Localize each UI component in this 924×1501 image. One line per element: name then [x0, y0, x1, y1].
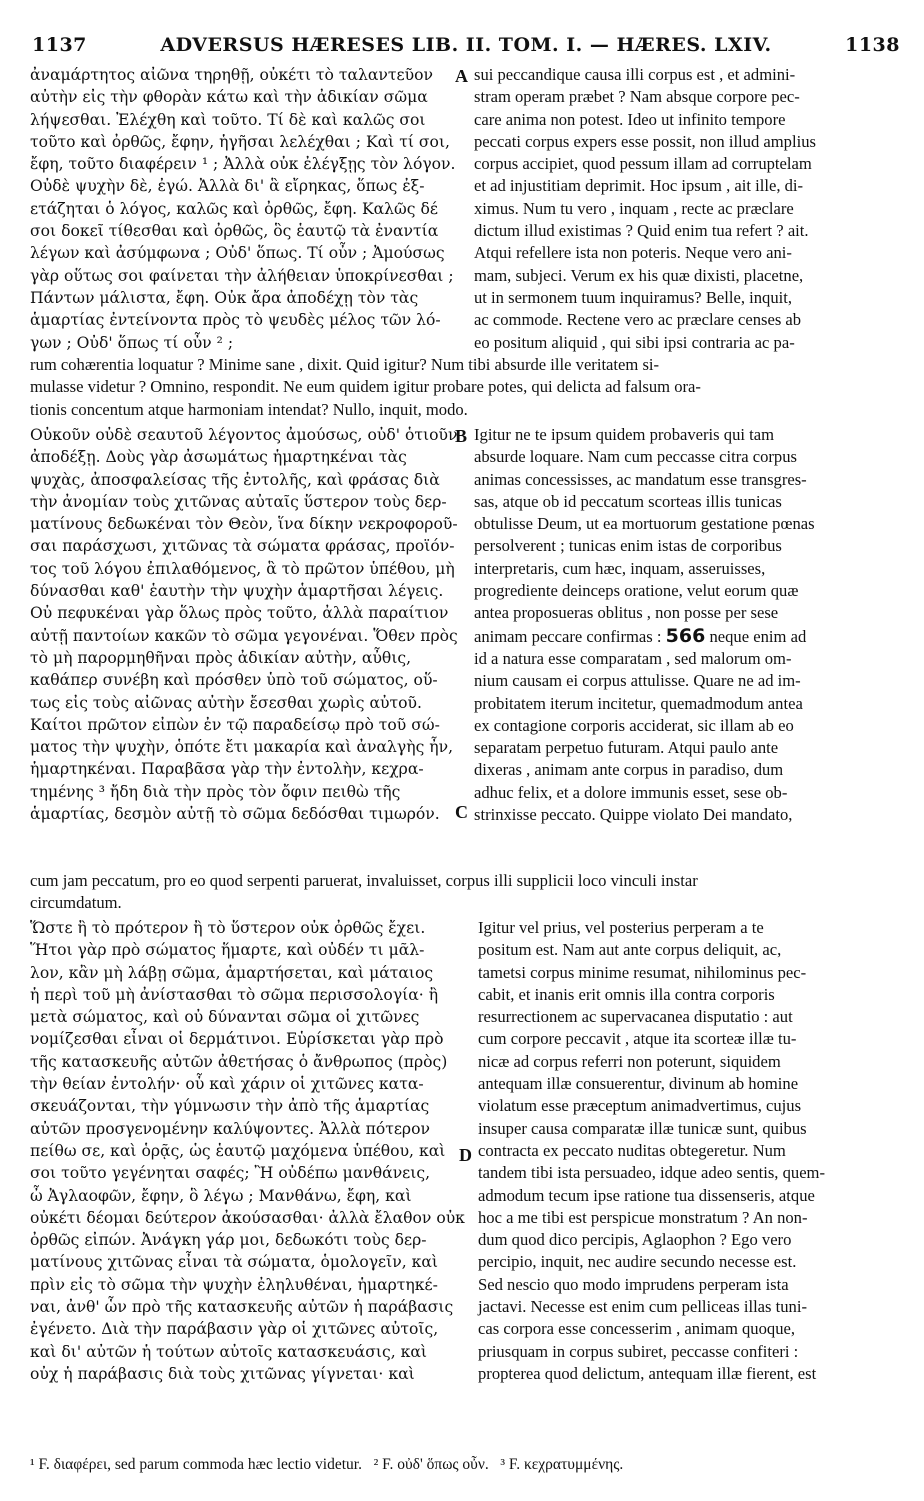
margin-letter-c: C: [455, 802, 468, 822]
page-number-left: 1137: [32, 34, 87, 56]
greek-column-3: Ὥστε ἢ τὸ πρότερον ἢ τὸ ὕστερον οὐκ ὀρθῶς ἔχει. Ἥτοι γὰρ πρὸ σώματος ἥμαρτε, καὶ οὐδέν τι μᾶλ- λον, κἂν μὴ λάβῃ σῶμα, ἁμαρτήσεται, καὶ μάταιος ἡ περὶ τοῦ μὴ ἀνίστασθαι τὸ σῶμα περισσολογία· ἢ μετὰ σώματος, καὶ οὐ δύνανται σῶμα οἱ χιτῶνες νομίζεσθαι εἶναι οἱ δερμάτινοι. Εὑρίσκεται γὰρ πρὸ τῆς κατασκευῆς αὐτῶν ἀθετήσας ὁ ἄνθρωπος (πρὸς) τὴν θείαν ἐντολήν· οὗ καὶ χάριν οἱ χιτῶνες κατα- σκευάζονται, τὴν γύμνωσιν τὴν ἀπὸ τῆς ἁμαρτίας αὐτῶν προσγενομένην καλύψοντες. Ἀλλὰ πότερον πείθω σε, καὶ ὁρᾷς, ὡς ἑαυτῷ μαχόμενα ὑπέθου, καὶ σοι τοῦτο γεγένηται σαφές; Ἢ οὐδέπω μανθάνεις, ὦ Ἀγλαοφῶν, ἔφην, ὃ λέγω ; Μανθάνω, ἔφη, καὶ οὐκέτι δέομαι δεύτερον ἀκούσασθαι· ἀλλὰ ἔλαθον οὐκ ὀρθῶς εἰπών. Ἀνάγκη γάρ μοι, δεδωκότι τοὺς δερ- ματίνους χιτῶνας εἶναι τὰ σώματα, ὁμολογεῖν, καὶ πρὶν εἰς τὸ σῶμα τὴν ψυχὴν ἐληλυθέναι, ἡμαρτηκέ- ναι, ἀνθ' ὧν πρὸ τῆς κατασκευῆς αὐτῶν ἡ παράβασις ἐγένετο. Διὰ τὴν παράβασιν γὰρ οἱ χιτῶνες αὐτοῖς, καὶ δι' αὐτῶν ἡ τούτων αὐτοῖς κατασκευάσις, καὶ οὐχ ἡ παράβασις διὰ τοὺς χιτῶνας γίγνεται· καὶ: [30, 919, 465, 1383]
page-reference-number: 566: [665, 624, 706, 647]
greek-column-1: ἀναμάρτητος αἰῶνα τηρηθῇ, οὐκέτι τὸ ταλαντεῦον αὐτὴν εἰς τὴν φθορὰν κάτω καὶ τὴν ἀδικίαν σῶμα λήψεσθαι. Ἐλέχθη καὶ τοῦτο. Τί δὲ καὶ καλῶς σοι τοῦτο καὶ ὀρθῶς, ἔφην, ἡγῆσαι λελέχθαι ; Καὶ τί σοι, ἔφη, τοῦτο διαφέρειν ¹ ; Ἀλλὰ οὐκ ἐλέγξῃς τὸν λόγον. Οὐδὲ ψυχὴν δὲ, ἐγώ. Ἀλλὰ δι' ἃ εἴρηκας, ὅπως ἐξ- ετάζηται ὁ λόγος, καλῶς καὶ ὀρθῶς, ἔφη. Καλῶς δέ σοι δοκεῖ τίθεσθαι καὶ ὀρθῶς, ὃς ἑαυτῷ τὰ ἐναντία λέγων καὶ ἀσύμφωνα ; Οὐδ' ὅπως. Τί οὖν ; Ἀμούσως γὰρ οὕτως σοι φαίνεται τὴν ἀλήθειαν ὑποκρίνεσθαι ; Πάντων μάλιστα, ἔφη. Οὐκ ἄρα ἀποδέχῃ τὸν τὰς ἁμαρτίας ἐντείνοντα πρὸς τὸ ψευδὲς μέλος τῶν λό- γων ; Οὐδ' ὅπως τί οὖν ² ;: [30, 66, 456, 352]
page-number-right: 1138: [845, 34, 900, 56]
running-header: [32, 34, 900, 58]
latin-column-2: Igitur ne te ipsum quidem probaveris qui tam absurde loquare. Nam cum peccasse citra corpus animas concessisses, ac mandatum esse transgres- sas, atque ob id peccatum scorteas illis tunicas obtulisse Deum, ut ea mortuorum gestatione pœnas persolverent ; tunicas enim istas de corporibus interpretaris, cum hæc, inquam, asseruisses, progrediente deinceps oratione, velut eorum quæ antea proposueras oblitus , non posse per sese animam peccare confirmas : 566 neque enim ad id a natura esse comparatam , sed malorum om- nium causam ei corpus attulisse. Quare ne ad im- probitatem iterum incitetur, quemadmodum antea ex contagione corporis acciderat, sic illam ab eo separatam perpetuo futuram. Atqui paulo ante dixeras , animam ante corpus in paradiso, dum adhuc felix, et a dolore immunis esset, sese ob- strinxisse peccato. Quippe violato Dei mandato,: [474, 425, 815, 825]
latin-column-3: Igitur vel prius, vel posterius perperam a te positum est. Nam aut ante corpus deliquit, ac, tametsi corpus minime resumat, nihilominus pec- cabit, et inanis erit omnis illa contra corporis resurrectionem ac supervacanea disputatio : aut cum corpore peccavit , atque ita scorteæ illæ tu- nicæ ad corpus referri non poterunt, siquidem antequam illæ consuerentur, divinum ab homine violatum esse præceptum animadvertimus, cujus insuper causa comparatæ illæ tunicæ sunt, quibus contracta ex peccato nuditas obtegeretur. Num tandem tibi ista persuadeo, idque adeo sentis, quem- admodum tecum ipse ratione tua dissenseris, atque hoc a me tibi est perspicue monstratum ? An non- dum quod dico percipis, Aglaophon ? Ego vero percipio, inquit, nec audire secundo necesse est. Sed nescio quo modo imprudens perperam ista jactavi. Necesse est enim cum pelliceas illas tuni- cas corpora esse concesserim , animam quoque, priusquam in corpus subiret, peccasse confiteri : propterea quod delictum, antequam illæ fierent, est: [478, 918, 825, 1383]
margin-letter-a: A: [455, 66, 468, 86]
running-title: ADVERSUS HÆRESES LIB. II. TOM. I. — HÆRES. LXIV.: [160, 34, 772, 56]
full-width-latin-1: rum cohærentia loquatur ? Minime sane , dixit. Quid igitur? Num tibi absurde ille veritatem si- mulasse videtur ? Omnino, respondit. Ne eum quidem igitur probare potes, qui delicta ad falsum ora- tionis concentum atque harmoniam intendat? Nullo, inquit, modo.: [30, 355, 701, 419]
greek-column-2: Οὐκοῦν οὐδὲ σεαυτοῦ λέγοντος ἀμούσως, οὐδ' ὁτιοῦν ἀποδέξῃ. Δοὺς γὰρ ἀσωμάτως ἡμαρτηκέναι τὰς ψυχὰς, ἀποσφαλείσας τῆς ἐντολῆς, καὶ φράσας διὰ τὴν ἀνομίαν τοὺς χιτῶνας αὐταῖς ὕστερον τοὺς δερ- ματίνους δεδωκέναι τὸν Θεὸν, ἵνα δίκην νεκροφοροῦ- σαι παράσχωσι, χιτῶνας τὰ σώματα φράσας, προϊόν- τος τοῦ λόγου ἐπιλαθόμενος, ἃ τὸ πρῶτον ὑπέθου, μὴ δύνασθαι καθ' ἑαυτὴν τὴν ψυχὴν ἁμαρτῆσαι λέγεις. Οὐ πεφυκέναι γὰρ ὅλως πρὸς τοῦτο, ἀλλὰ παραίτιον αὐτῇ παντοίων κακῶν τὸ σῶμα γεγονέναι. Ὅθεν πρὸς τὸ μὴ παρορμηθῆναι πρὸς ἀδικίαν αὐτὴν, αὖθις, καθάπερ συνέβη καὶ πρόσθεν ὑπὸ τοῦ σώματος, οὕ- τως εἰς τοὺς αἰῶνας αὐτὴν ἔσεσθαι χωρὶς αὐτοῦ. Καίτοι πρῶτον εἰπὼν ἐν τῷ παραδείσῳ πρὸ τοῦ σώ- ματος τὴν ψυχὴν, ὁπότε ἔτι μακαρία καὶ ἀναλγὴς ἦν, ἡμαρτηκέναι. Παραβᾶσα γὰρ τὴν ἐντολὴν, κεχρα- τημένης ³ ἤδη διὰ τὴν πρὸς τὸν ὄφιν πειθὼ τῆς ἁμαρτίας, δεσμὸν αὐτῇ τὸ σῶμα δεδόσθαι τιμωρόν.: [30, 426, 458, 824]
latin-column-1: sui peccandique causa illi corpus est , et admini- stram operam præbet ? Nam absque corpore pec- care anima non potest. Ideo ut infinito tempore peccati corpus expers esse possit, non illud amplius corpus accipiet, quod pessum illam ad corruptelam et ad injustitiam deprimit. Hoc ipsum , ait ille, di- ximus. Num tu vero , inquam , recte ac præclare dictum illud existimas ? Quid enim tua refert ? ait. Atqui refellere ista non poteris. Neque vero ani- mam, subjeci. Verum ex his quæ dixisti, placetne, ut in sermonem tuum inquiramus? Belle, inquit, ac commode. Rectene vero ac præclare censes ab eo positum aliquid , qui sibi ipsi contraria ac pa-: [474, 65, 816, 352]
margin-letter-b: B: [455, 426, 468, 446]
full-width-latin-2: cum jam peccatum, pro eo quod serpenti paruerat, invaluisset, corpus illi supplicii loco vinculi instar circumdatum.: [30, 871, 698, 913]
margin-letter-d: D: [459, 1145, 472, 1165]
footnotes: ¹ F. διαφέρει, sed parum commoda hæc lectio videtur. ² F. οὐδ' ὅπως οὖν. ³ F. κεχρατυμμένης.: [30, 1456, 624, 1473]
